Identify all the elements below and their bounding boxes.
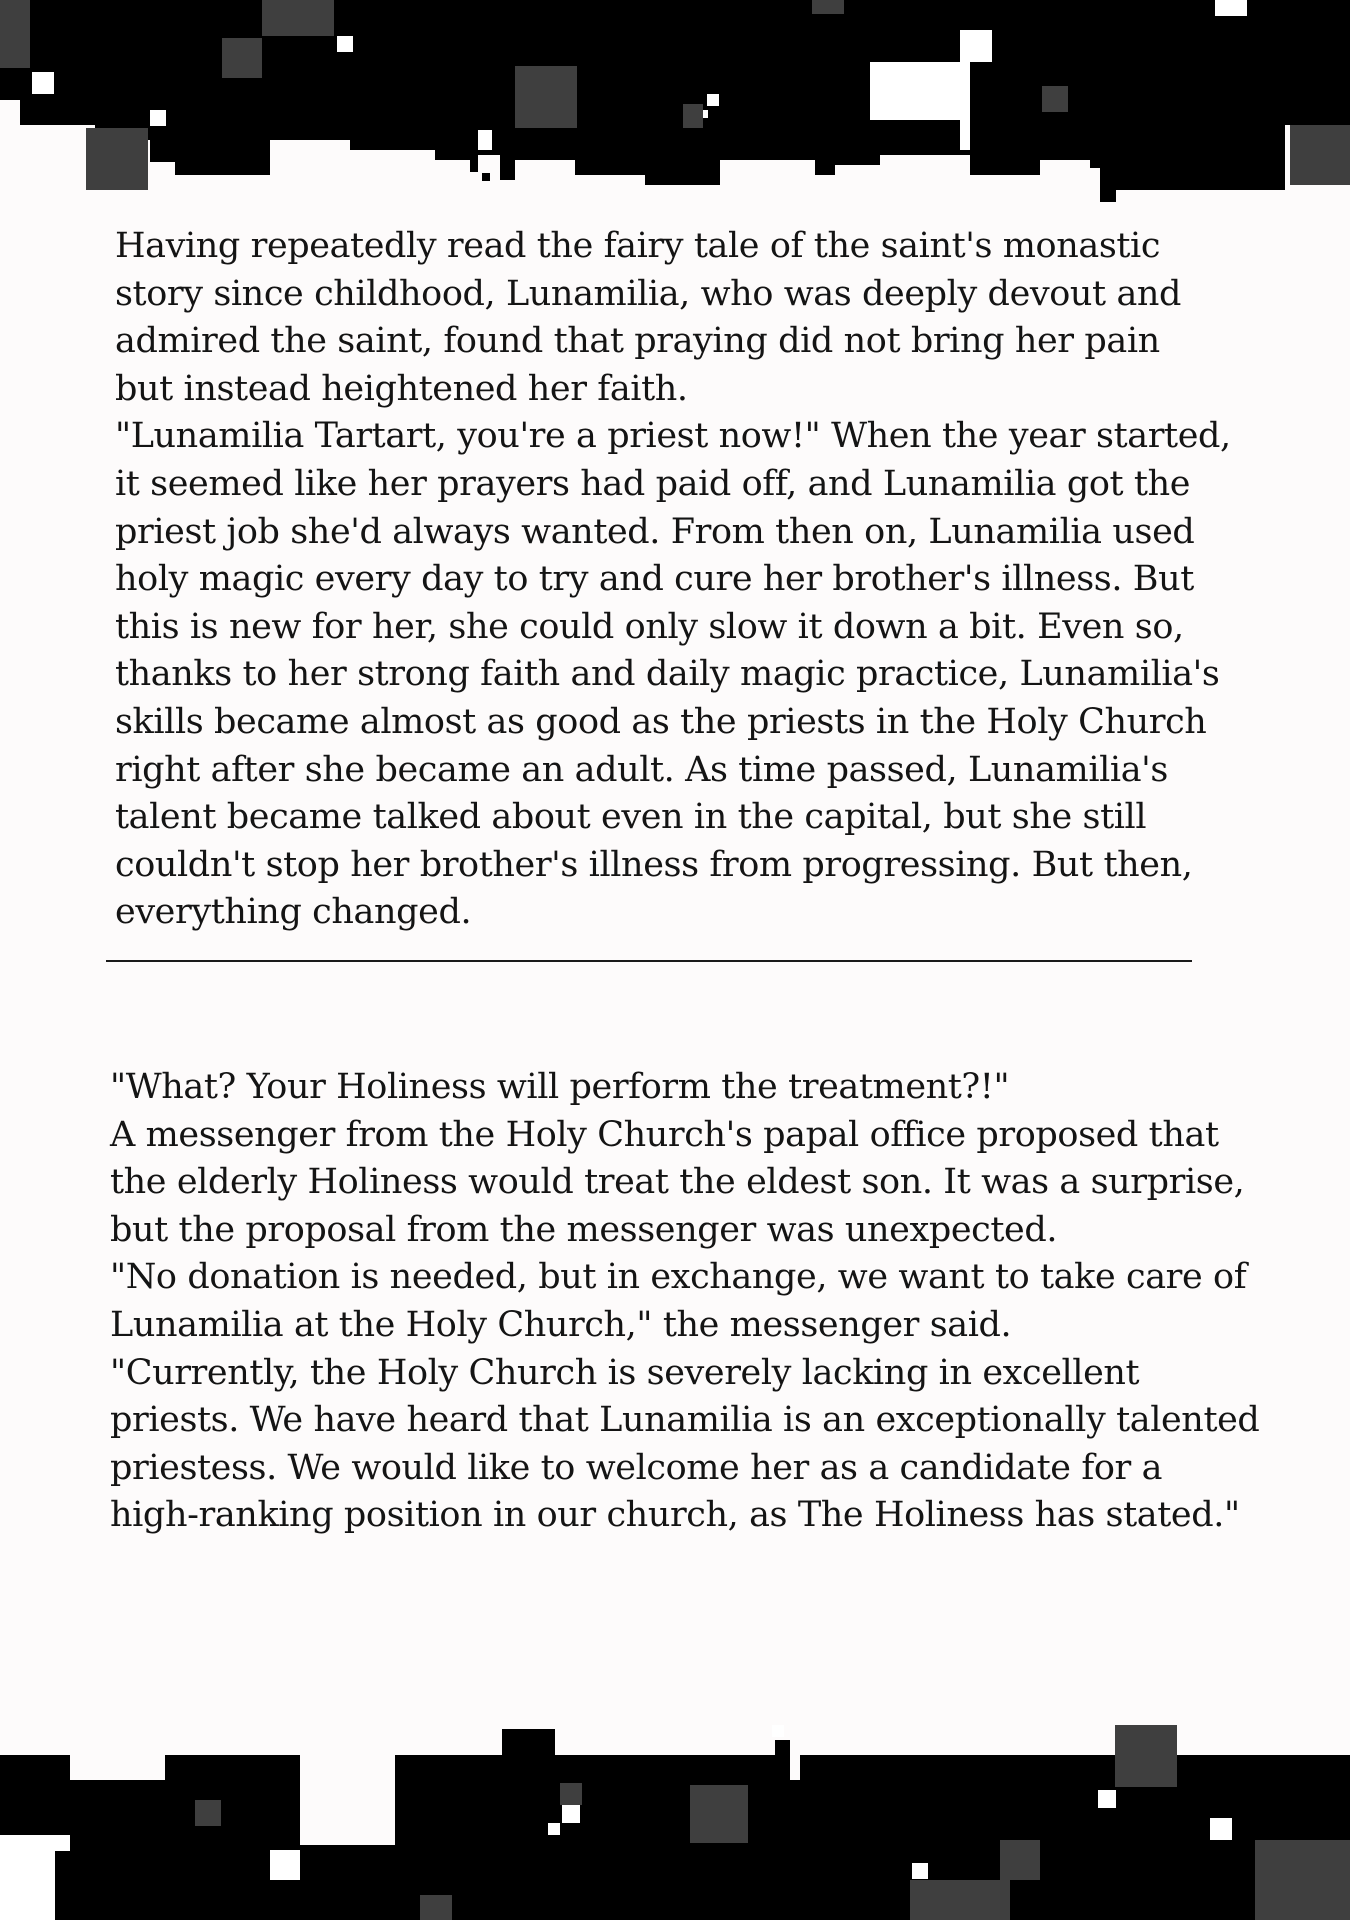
bottom-pixel-border [0,1715,1350,1920]
passage-2-line: but the proposal from the messenger was unexpected. [110,1209,1058,1250]
passage-1-line: talent became talked about even in the capital, but she still [115,797,1147,838]
passage-2-line: high-ranking position in our church, as The Holiness has stated." [110,1495,1240,1536]
passage-2-line: "What? Your Holiness will perform the treatment?!" [110,1067,1010,1107]
story-passage-1 [115,223,1231,937]
passage-2-line: Lunamilia at the Holy Church," the messenger said. [110,1304,1012,1345]
passage-1-line: admired the saint, found that praying did not bring her pain [115,321,1160,362]
passage-1-line: everything changed. [115,892,472,933]
top-pixel-border [0,0,1350,210]
passage-1-line: right after she became an adult. As time passed, Lunamilia's [115,749,1168,790]
story-passage-2 [110,1064,1259,1540]
passage-2-line: "No donation is needed, but in exchange, we want to take care of [110,1257,1247,1298]
section-divider [106,960,1192,962]
passage-1-line: but instead heightened her faith. [115,368,688,409]
passage-2-line: "Currently, the Holy Church is severely lacking in excellent [110,1352,1140,1393]
passage-2-line: priests. We have heard that Lunamilia is an exceptionally talented [110,1400,1260,1441]
passage-1-line: this is new for her, she could only slow it down a bit. Even so, [115,606,1184,647]
passage-2-line: the elderly Holiness would treat the eldest son. It was a surprise, [110,1162,1245,1203]
passage-2-line: A messenger from the Holy Church's papal office proposed that [110,1114,1219,1155]
passage-1-line: priest job she'd always wanted. From then on, Lunamilia used [115,511,1195,552]
passage-1-line: it seemed like her prayers had paid off, and Lunamilia got the [115,463,1191,504]
passage-1-line: holy magic every day to try and cure her brother's illness. But [115,559,1194,600]
passage-1-line: skills became almost as good as the priests in the Holy Church [115,701,1207,742]
passage-1-line: Having repeatedly read the fairy tale of the saint's monastic [115,226,1161,266]
passage-1-line: story since childhood, Lunamilia, who was deeply devout and [115,273,1182,314]
passage-2-line: priestess. We would like to welcome her as a candidate for a [110,1447,1163,1488]
passage-1-line: thanks to her strong faith and daily magic practice, Lunamilia's [115,654,1220,695]
passage-1-line: "Lunamilia Tartart, you're a priest now!" When the year started, [115,416,1231,457]
passage-1-line: couldn't stop her brother's illness from progressing. But then, [115,844,1193,885]
